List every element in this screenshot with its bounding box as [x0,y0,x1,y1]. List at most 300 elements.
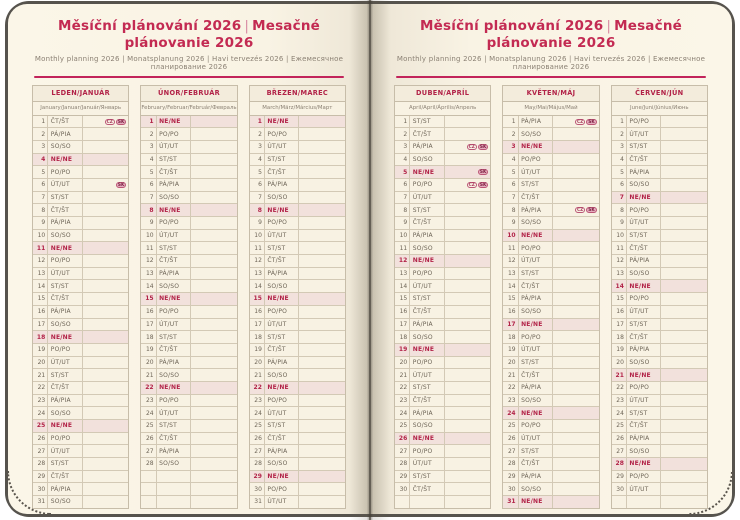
day-note-cell [553,116,599,128]
day-name-cell: PÁ/PIA [157,179,191,191]
table-row [612,420,707,433]
day-note-cell [661,344,707,356]
day-note-cell [299,128,345,140]
day-note-cell [445,433,491,445]
holiday-badge-sk-icon: SK [588,119,595,125]
day-number-cell: 18 [250,331,265,343]
table-row [503,217,598,230]
table-row [503,141,598,154]
day-name-cell: NE/NE [627,192,661,204]
day-name-cell: NE/NE [157,116,191,128]
day-name-cell: ČT/ŠT [410,217,444,229]
day-number-cell: 11 [612,242,627,254]
day-number-cell: 1 [250,116,265,128]
day-name-cell: SO/SO [519,395,553,407]
day-name-cell: SO/SO [410,242,444,254]
book-gutter-line [369,0,371,520]
day-number-cell: 19 [395,344,410,356]
months-row [394,85,708,509]
day-number-cell: 8 [612,204,627,216]
day-name-cell: NE/NE [265,116,299,128]
day-number-cell: 2 [503,128,518,140]
day-name-cell: PO/PO [157,306,191,318]
day-note-cell [83,141,129,153]
day-name-cell: NE/NE [519,407,553,419]
day-note-cell [299,116,345,128]
day-name-cell: ÚT/UT [627,217,661,229]
day-note-cell [83,192,129,204]
day-number-cell: 30 [395,483,410,495]
day-number-cell: 27 [33,445,48,457]
table-row [141,471,236,484]
table-row [250,141,345,154]
day-number-cell: 13 [33,268,48,280]
day-name-cell [410,496,444,508]
table-row [395,344,490,357]
day-note-cell [191,331,237,343]
day-name-cell: NE/NE [265,204,299,216]
table-row [141,179,236,192]
day-note-cell [83,255,129,267]
day-note-cell [191,471,237,483]
day-name-cell: NE/NE [265,382,299,394]
day-number-cell [395,496,410,508]
day-name-cell: SO/SO [410,420,444,432]
day-name-cell: ST/ST [265,154,299,166]
day-number-cell: 15 [33,293,48,305]
table-row [141,496,236,508]
day-note-cell [445,306,491,318]
day-number-cell: 29 [612,471,627,483]
table-row [141,255,236,268]
day-number-cell: 15 [612,293,627,305]
day-note-cell [299,166,345,178]
day-note-cell [191,192,237,204]
day-note-cell [83,166,129,178]
day-note-cell [553,268,599,280]
day-number-cell: 18 [612,331,627,343]
day-number-cell: 18 [395,331,410,343]
page-subtitle: Monthly planning 2026 | Monatsplanung 2026 | Havi tervezés 2026 | Ежемесячное планирование 2026 [396,54,706,71]
day-number-cell: 8 [250,204,265,216]
table-row [612,293,707,306]
table-row [612,128,707,141]
table-row [33,306,128,319]
day-note-cell [299,407,345,419]
month-table-january [32,85,129,509]
day-name-cell: ST/ST [519,179,553,191]
table-row [503,344,598,357]
table-row [395,179,490,192]
day-note-cell [445,154,491,166]
table-row [141,204,236,217]
day-note-cell [553,357,599,369]
day-note-cell [553,192,599,204]
day-number-cell: 13 [141,268,156,280]
day-note-cell [445,471,491,483]
day-name-cell: PO/PO [410,179,444,191]
table-row [395,268,490,281]
day-name-cell: ST/ST [48,369,82,381]
day-name-cell: PO/PO [157,217,191,229]
day-name-cell: PO/PO [48,166,82,178]
day-note-cell [661,483,707,495]
day-number-cell: 6 [250,179,265,191]
day-note-cell [445,357,491,369]
day-number-cell: 19 [250,344,265,356]
table-row [612,496,707,508]
day-note-cell [191,116,237,128]
day-note-cell [299,293,345,305]
day-name-cell: PO/PO [48,344,82,356]
day-number-cell: 6 [612,179,627,191]
month-multilingual-name: May/Mai/Május/Май [503,102,598,116]
day-note-cell [83,395,129,407]
day-name-cell: PO/PO [48,433,82,445]
day-name-cell: PO/PO [627,204,661,216]
month-multilingual-name: June/Juni/Június/Июнь [612,102,707,116]
table-row [395,357,490,370]
day-name-cell: ÚT/UT [410,458,444,470]
day-name-cell: NE/NE [48,242,82,254]
day-number-cell: 12 [141,255,156,267]
table-row [503,179,598,192]
table-row [141,217,236,230]
day-number-cell: 4 [395,154,410,166]
day-name-cell: PO/PO [519,331,553,343]
day-name-cell: PÁ/PIA [157,357,191,369]
day-note-cell [299,395,345,407]
table-row [395,407,490,420]
table-row [141,230,236,243]
day-note-cell [445,192,491,204]
day-note-cell [299,204,345,216]
day-note-cell [445,458,491,470]
day-note-cell [299,357,345,369]
table-row [250,496,345,508]
day-number-cell: 22 [250,382,265,394]
day-number-cell: 5 [395,166,410,178]
day-note-cell [553,344,599,356]
day-name-cell: PÁ/PIA [627,255,661,267]
day-name-cell: ČT/ŠT [157,344,191,356]
table-row [33,179,128,192]
table-row [33,166,128,179]
day-number-cell: 17 [33,319,48,331]
day-note-cell [299,420,345,432]
day-name-cell: ČT/ŠT [157,433,191,445]
month-name: ČERVEN/JÚN [612,86,707,102]
day-name-cell: ST/ST [627,319,661,331]
day-name-cell: ÚT/UT [410,280,444,292]
day-name-cell: PO/PO [265,217,299,229]
day-number-cell: 10 [250,230,265,242]
day-note-cell [299,268,345,280]
day-name-cell: PO/PO [265,395,299,407]
day-note-cell [299,242,345,254]
table-row [250,204,345,217]
month-table-april [394,85,491,509]
day-number-cell: 29 [395,471,410,483]
table-row [503,382,598,395]
day-note-cell [661,141,707,153]
table-row [395,420,490,433]
day-name-cell: ČT/ŠT [48,382,82,394]
day-number-cell: 27 [141,445,156,457]
table-row [250,458,345,471]
months-row [32,85,346,509]
table-row [141,407,236,420]
table-row [612,344,707,357]
day-note-cell [191,179,237,191]
day-note-cell [191,357,237,369]
day-number-cell: 31 [250,496,265,508]
table-row [395,331,490,344]
day-number-cell: 13 [395,268,410,280]
left-page [8,4,370,514]
day-number-cell: 1 [141,116,156,128]
title-separator: | [244,18,250,34]
day-note-cell [661,445,707,457]
day-note-cell [299,496,345,508]
table-row [503,280,598,293]
day-number-cell: 9 [395,217,410,229]
table-row [141,192,236,205]
day-note-cell [553,331,599,343]
day-name-cell: PÁ/PIA [48,395,82,407]
holiday-badge-cz-icon: CZ [106,119,113,125]
day-name-cell: ÚT/UT [157,141,191,153]
day-number-cell: 10 [141,230,156,242]
day-name-cell: SO/SO [48,141,82,153]
day-number-cell: 22 [141,382,156,394]
day-number-cell: 19 [141,344,156,356]
day-note-cell [661,458,707,470]
table-row [612,154,707,167]
day-note-cell [191,154,237,166]
month-multilingual-name: February/Februar/Február/Февраль [141,102,236,116]
table-row [250,154,345,167]
table-row [250,306,345,319]
day-number-cell: 12 [612,255,627,267]
table-row [395,280,490,293]
day-name-cell: SO/SO [410,154,444,166]
day-number-cell: 14 [395,280,410,292]
day-note-cell [661,280,707,292]
day-number-cell: 13 [250,268,265,280]
table-row [395,128,490,141]
day-number-cell: 6 [503,179,518,191]
table-row [33,204,128,217]
day-number-cell: 26 [395,433,410,445]
table-row [250,395,345,408]
table-row [141,483,236,496]
day-name-cell: ČT/ŠT [519,369,553,381]
day-name-cell: PO/PO [519,154,553,166]
day-note-cell [661,242,707,254]
table-row [503,369,598,382]
day-name-cell: ČT/ŠT [48,116,82,128]
day-name-cell: PÁ/PIA [48,128,82,140]
day-number-cell: 28 [141,458,156,470]
day-note-cell [83,128,129,140]
table-row [395,458,490,471]
day-number-cell: 10 [33,230,48,242]
table-row [33,433,128,446]
day-note-cell [445,268,491,280]
table-row [612,204,707,217]
table-row [503,128,598,141]
day-name-cell: PÁ/PIA [48,483,82,495]
header-rule [34,76,344,78]
day-name-cell: NE/NE [48,154,82,166]
day-name-cell: ČT/ŠT [627,154,661,166]
day-name-cell: SO/SO [265,192,299,204]
day-name-cell [157,483,191,495]
day-number-cell: 1 [503,116,518,128]
day-name-cell: NE/NE [627,280,661,292]
day-name-cell: PO/PO [265,306,299,318]
day-note-cell [299,331,345,343]
day-number-cell: 18 [33,331,48,343]
day-name-cell: PÁ/PIA [410,230,444,242]
day-number-cell: 28 [250,458,265,470]
day-number-cell: 7 [250,192,265,204]
day-name-cell [627,496,661,508]
day-name-cell: PÁ/PIA [627,166,661,178]
day-number-cell: 21 [141,369,156,381]
day-name-cell: PÁ/PIA [519,116,553,128]
day-note-cell [299,280,345,292]
table-row [33,471,128,484]
day-note-cell [445,116,491,128]
day-number-cell: 10 [612,230,627,242]
table-row [395,217,490,230]
day-number-cell: 28 [395,458,410,470]
day-number-cell: 28 [33,458,48,470]
day-note-cell [661,255,707,267]
day-note-cell [445,331,491,343]
day-name-cell: ST/ST [627,230,661,242]
day-name-cell: ČT/ŠT [627,242,661,254]
table-row [395,382,490,395]
day-note-cell [83,154,129,166]
day-number-cell: 30 [503,483,518,495]
day-number-cell: 23 [141,395,156,407]
day-note-cell [191,268,237,280]
day-name-cell: ČT/ŠT [519,280,553,292]
day-note-cell [83,306,129,318]
holiday-badge-sk-icon: SK [479,144,487,150]
day-note-cell [299,255,345,267]
day-note-cell [445,255,491,267]
day-name-cell: ČT/ŠT [519,192,553,204]
day-name-cell: ST/ST [410,382,444,394]
day-note-cell [661,230,707,242]
day-number-cell: 21 [395,369,410,381]
day-name-cell: ÚT/UT [410,369,444,381]
table-row [141,420,236,433]
day-note-cell [83,382,129,394]
table-row [250,433,345,446]
day-name-cell: ÚT/UT [519,166,553,178]
day-note-cell [299,471,345,483]
day-number-cell: 31 [33,496,48,508]
day-name-cell: SO/SO [157,458,191,470]
right-page [370,4,732,514]
table-row [141,319,236,332]
month-name: KVĚTEN/MÁJ [503,86,598,102]
table-row [612,255,707,268]
table-row [250,445,345,458]
table-row [503,166,598,179]
day-note-cell [553,483,599,495]
day-note-cell [553,204,599,216]
day-name-cell: NE/NE [519,141,553,153]
day-number-cell: 24 [141,407,156,419]
day-number-cell: 17 [250,319,265,331]
day-number-cell: 2 [33,128,48,140]
table-row [395,471,490,484]
table-row [33,344,128,357]
day-note-cell [445,369,491,381]
table-row [395,433,490,446]
day-note-cell [445,319,491,331]
table-row [250,331,345,344]
table-row [141,280,236,293]
table-row [33,141,128,154]
day-number-cell: 18 [503,331,518,343]
day-note-cell [191,280,237,292]
day-note-cell [553,293,599,305]
table-row [395,483,490,496]
table-row [250,407,345,420]
day-note-cell [661,369,707,381]
table-row [503,154,598,167]
day-number-cell: 10 [395,230,410,242]
day-note-cell [553,458,599,470]
day-number-cell: 3 [395,141,410,153]
day-name-cell: ÚT/UT [157,407,191,419]
day-number-cell: 13 [612,268,627,280]
table-row [250,369,345,382]
day-number-cell: 25 [503,420,518,432]
day-number-cell: 11 [395,242,410,254]
day-number-cell: 24 [395,407,410,419]
day-number-cell: 22 [503,382,518,394]
day-note-cell [299,458,345,470]
day-note-cell [191,483,237,495]
day-number-cell: 24 [612,407,627,419]
day-number-cell: 16 [612,306,627,318]
day-note-cell [191,458,237,470]
day-number-cell: 5 [33,166,48,178]
day-number-cell: 9 [612,217,627,229]
day-number-cell: 15 [503,293,518,305]
day-note-cell [191,204,237,216]
day-name-cell: ÚT/UT [519,433,553,445]
day-note-cell [553,166,599,178]
table-row [33,242,128,255]
day-name-cell: SO/SO [48,230,82,242]
day-name-cell: ÚT/UT [265,141,299,153]
day-number-cell: 17 [612,319,627,331]
day-number-cell: 5 [503,166,518,178]
day-note-cell [445,179,491,191]
holiday-badge-cz-icon: CZ [576,119,584,125]
day-name-cell: NE/NE [157,382,191,394]
day-note-cell [445,141,491,153]
